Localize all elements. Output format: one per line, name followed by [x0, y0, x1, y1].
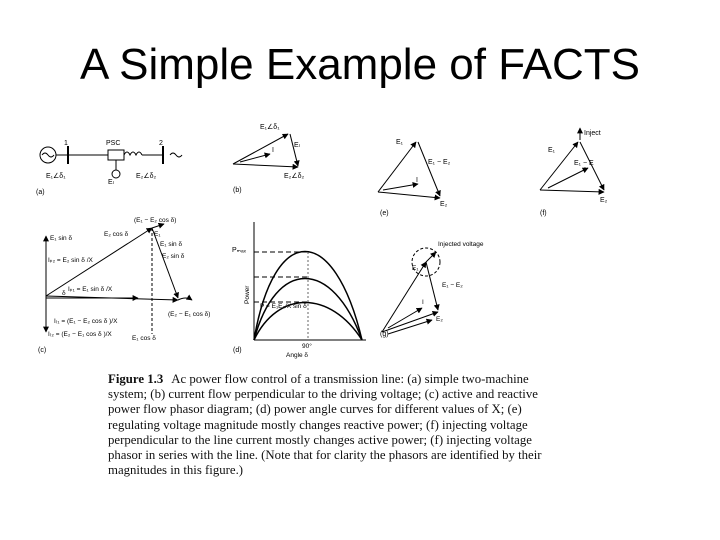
- f-i-label: I: [584, 167, 586, 174]
- panel-a-system: [36, 140, 182, 196]
- c-ip2-label: Iₚ₂ = E₂ sin δ /X: [48, 257, 93, 264]
- c-e1-sin-label: E₁ sin δ: [50, 235, 73, 242]
- b-el-label: Eₗ: [294, 142, 300, 149]
- c-e1-sin2-label: E₁ sin δ: [160, 241, 183, 248]
- a-e1-label: E₁∠δ₁: [46, 173, 66, 180]
- panel-c-label: (c): [38, 347, 47, 354]
- g-i-label: I: [422, 299, 424, 306]
- g-diff-label: E₁ − E₂: [442, 282, 463, 289]
- g-inject-label: Injected voltage: [438, 241, 484, 248]
- c-top-label: (E₁ − E₂ cos δ): [134, 217, 177, 224]
- panel-f-label: (f): [540, 210, 547, 217]
- f-e2-label: E₂: [600, 197, 608, 204]
- caption-text: Ac power flow control of a transmission line: (a) simple two-machine system; (b) current flow perpendicular to the driving voltage; (c) active and reactive power flow phasor diagram; (d) power angle curves for different values of X; (e) regulating voltage magnitude mostly changes reactive power; (f) injecting voltage perpendicular to the line current mostly changes active power; (f) injecting voltage phasor in series with the line. (Note that for clarity the phasors are identified by their magnitudes in this figure.): [108, 372, 542, 478]
- psc-box: [108, 150, 124, 160]
- psc-label: PSC: [106, 140, 121, 147]
- panel-g-injected: [380, 241, 484, 338]
- c-e2-sin-label: E₂ sin δ: [162, 253, 185, 260]
- e-e1-label: E₁: [396, 139, 404, 146]
- f-diff-label: E₁ − E: [574, 160, 594, 167]
- d-tick-label: 90°: [302, 343, 312, 350]
- d-pmax-label: Pₘₐₓ: [232, 247, 246, 254]
- d-eq-label: P = E₁E₂/X sin δ: [260, 303, 307, 310]
- d-ylabel: Power: [244, 285, 251, 304]
- c-e2-minus-label: (E₂ − E₁ cos δ): [168, 311, 211, 318]
- slide-title: A Simple Example of FACTS: [80, 40, 640, 89]
- panel-g-label: (g): [380, 331, 389, 338]
- c-ip1-label: Iₚ₁ = E₁ sin δ /X: [68, 286, 113, 293]
- c-e1-label: E₁: [154, 231, 161, 238]
- panel-e-label: (e): [380, 210, 389, 217]
- b-i-label: I: [272, 147, 274, 154]
- bus-1-label: 1: [64, 140, 68, 147]
- a-e2-label: E₂∠δ₂: [136, 173, 157, 180]
- facts-figure: [28, 112, 608, 367]
- b-e1-label: E₁∠δ₁: [260, 124, 280, 131]
- panel-f-phasors: [540, 128, 608, 217]
- f-inject-label: Inject: [584, 130, 601, 137]
- figure-caption: [108, 372, 568, 478]
- panel-d-power-angle: [232, 222, 366, 359]
- e-diff-label: E₁ − E₂: [428, 159, 451, 166]
- panel-b-phasors: [233, 123, 305, 194]
- e-e2-label: E₂: [440, 201, 448, 208]
- panel-e-phasors: [378, 139, 451, 217]
- f-e1-label: E₁: [548, 147, 556, 154]
- panel-a-label: (a): [36, 189, 45, 196]
- d-xlabel: Angle δ: [286, 352, 309, 359]
- bus-2-label: 2: [159, 140, 163, 147]
- panel-b-label: (b): [233, 187, 242, 194]
- caption-figure-label: Figure 1.3: [108, 372, 164, 386]
- c-iq1-label: I₍₁ = (E₁ − E₂ cos δ )/X: [54, 318, 118, 325]
- panel-d-label: (d): [233, 347, 242, 354]
- c-e1-cos-label: E₁ cos δ: [132, 335, 156, 342]
- g-e1-label: E₁: [412, 265, 419, 272]
- e-i-label: I: [416, 177, 418, 184]
- b-e2-label: E₂∠δ₂: [284, 173, 305, 180]
- panel-c-phasor-diagram: [38, 217, 210, 354]
- a-el-label: Eₗ: [108, 179, 114, 186]
- c-e2-cos-label: E₂ cos δ: [104, 231, 129, 238]
- c-iq2-label: I₍₂ = (E₂ − E₁ cos δ )/X: [48, 331, 112, 338]
- c-delta-label: δ: [62, 290, 66, 297]
- g-e2-label: E₂: [436, 316, 443, 323]
